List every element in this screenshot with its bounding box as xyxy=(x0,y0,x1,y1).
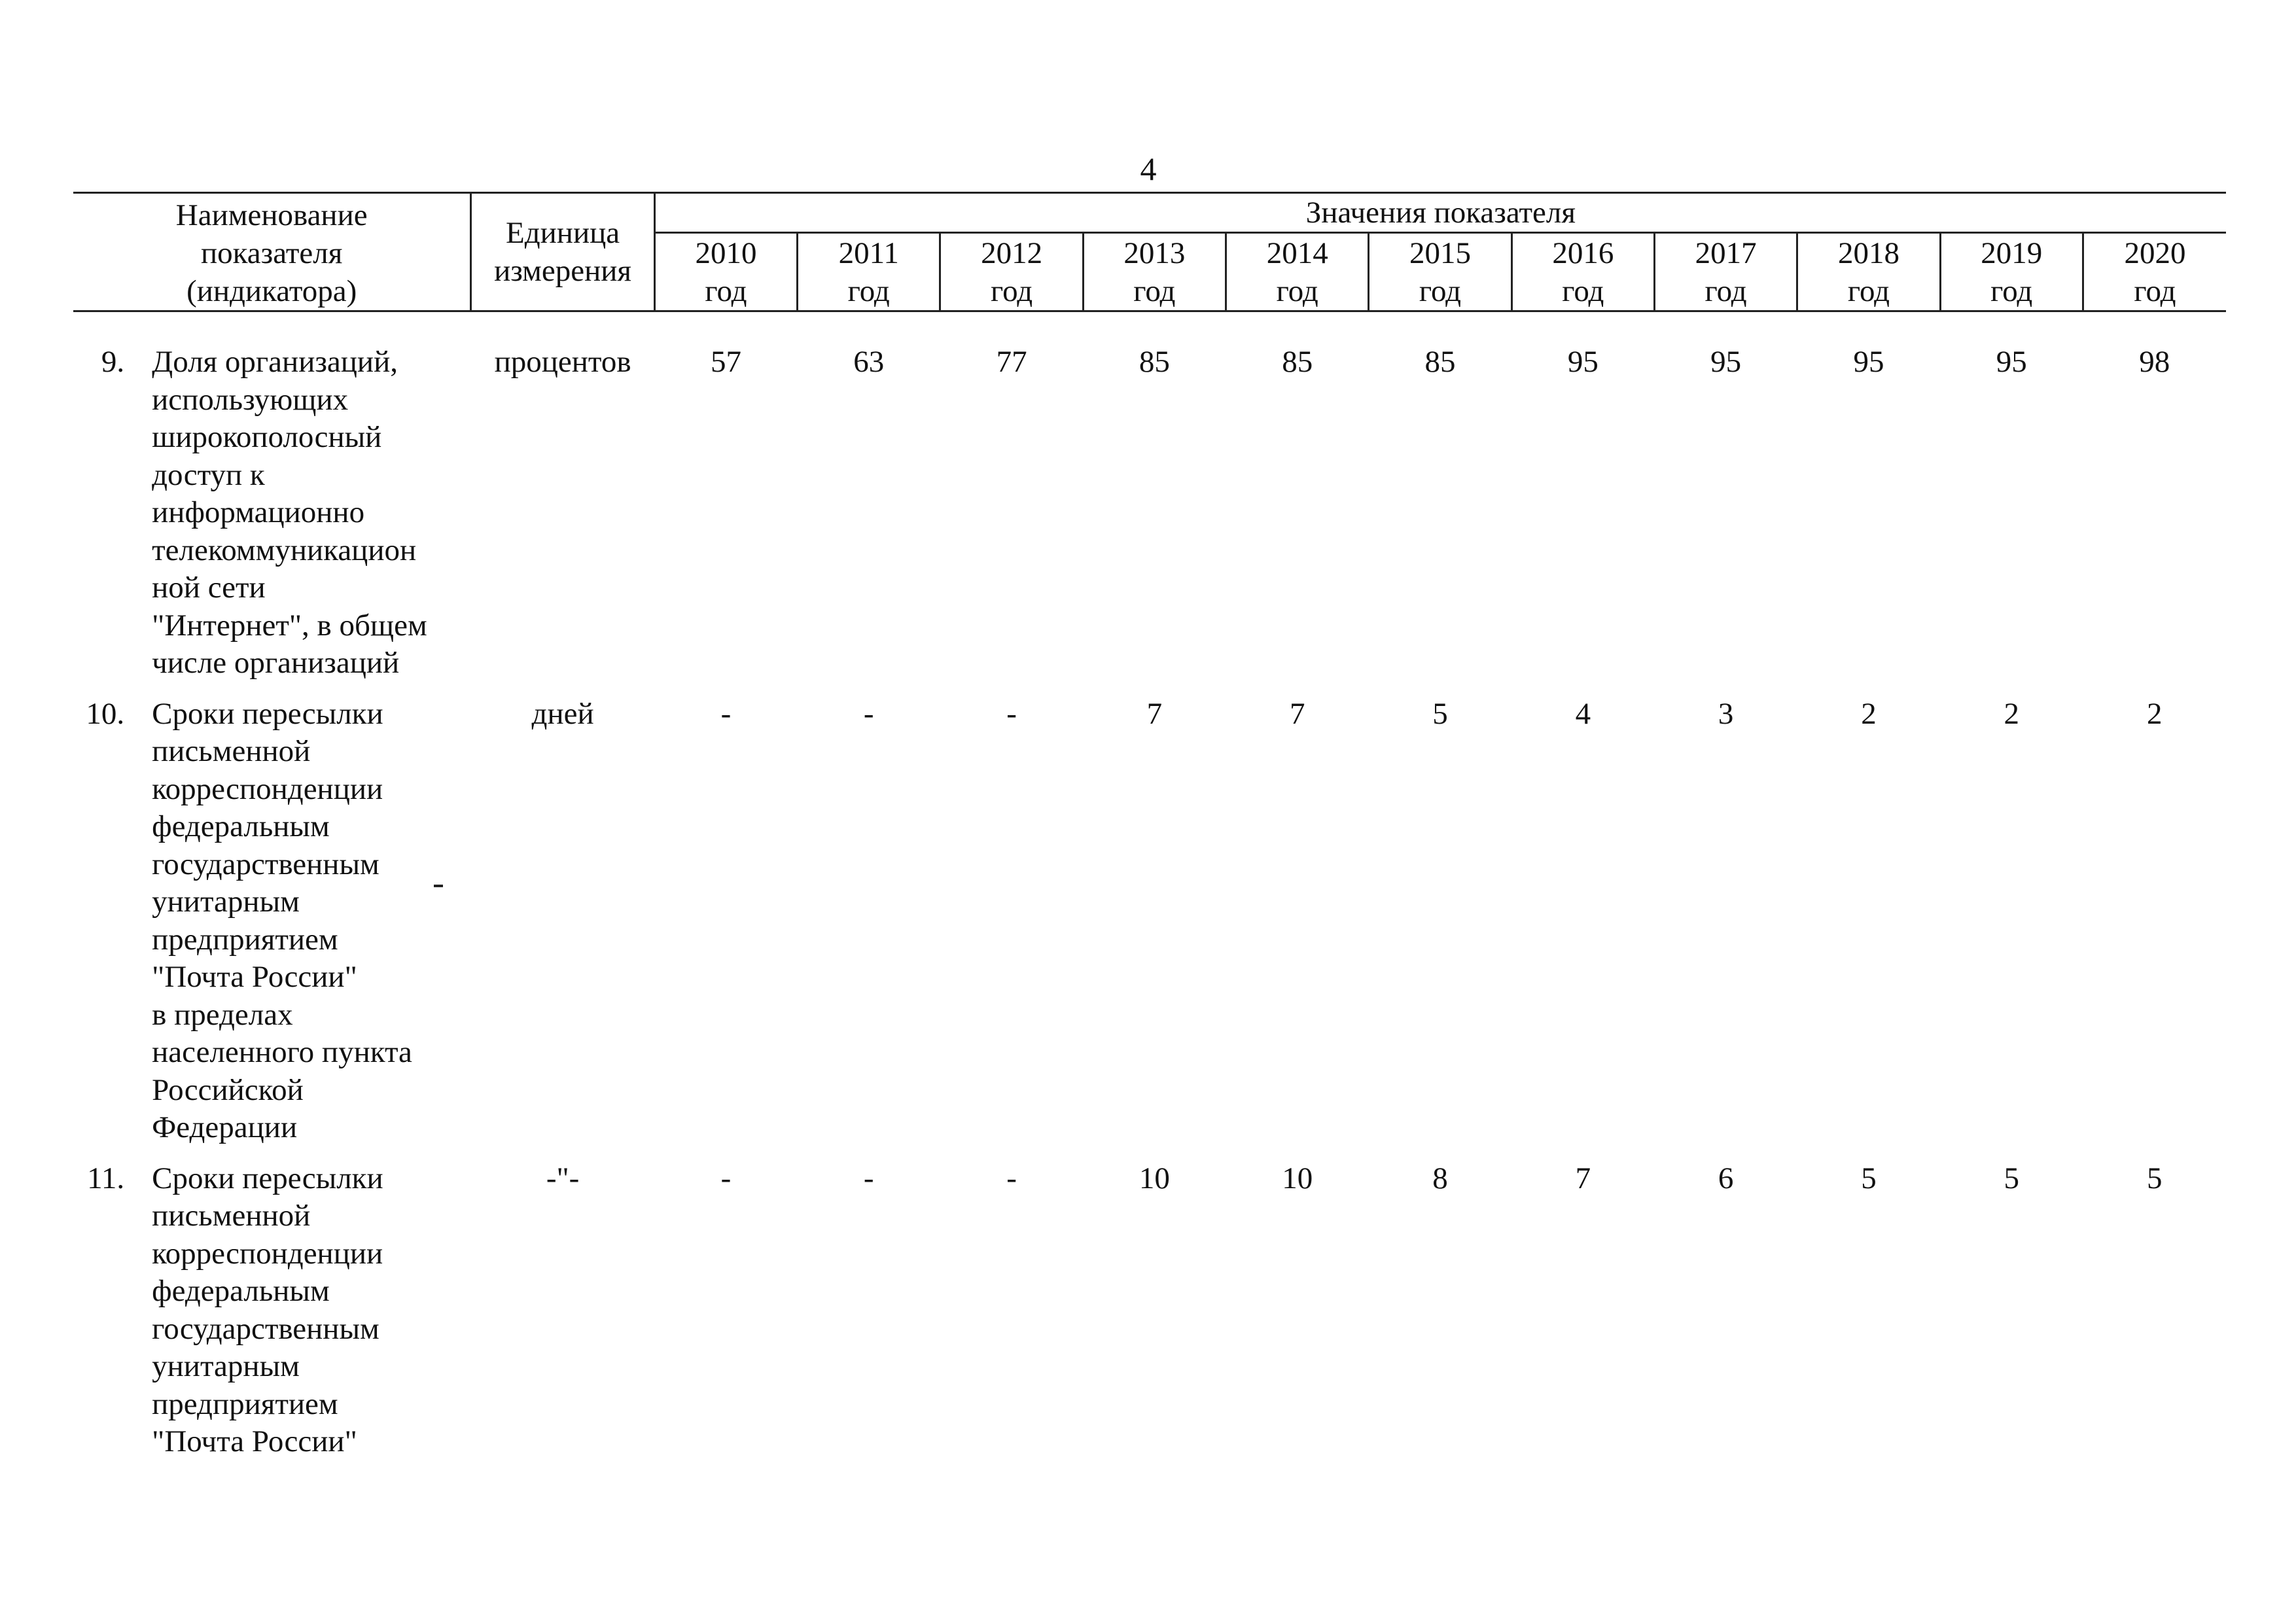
header-year-2018 xyxy=(1797,233,1940,311)
value-2018: 5 xyxy=(1861,1161,1877,1195)
header-year-number: 2017 xyxy=(1695,236,1757,270)
indicator-name-line: Сроки пересылки xyxy=(152,696,383,731)
header-year-word: год xyxy=(847,273,890,308)
value-2013: 7 xyxy=(1146,696,1163,731)
unit-of-measure: дней xyxy=(531,696,594,731)
value-2012: - xyxy=(1006,696,1017,731)
indicator-name-line: "Интернет", в общем xyxy=(152,608,427,643)
header-year-number: 2010 xyxy=(695,236,757,270)
value-2010: - xyxy=(720,696,732,731)
header-year-2015 xyxy=(1369,233,1511,311)
header-year-number: 2012 xyxy=(981,236,1043,270)
header-year-number: 2014 xyxy=(1266,236,1328,270)
table-row xyxy=(73,696,2226,1160)
indicator-name-line: телекоммуникацион xyxy=(152,533,417,567)
header-year-2020 xyxy=(2083,233,2226,311)
table-row xyxy=(73,1160,2226,1474)
stray-mark xyxy=(434,885,443,887)
header-unit-line: Единица xyxy=(506,216,620,250)
table-header xyxy=(73,193,2226,311)
indicator-name-line: ной сети xyxy=(152,571,266,605)
indicators-table-wrapper xyxy=(73,192,2226,1474)
value-2013: 10 xyxy=(1139,1161,1170,1195)
header-year-number: 2019 xyxy=(1981,236,2043,270)
header-year-2013 xyxy=(1083,233,1226,311)
value-2015: 85 xyxy=(1424,345,1456,379)
value-2017: 3 xyxy=(1718,696,1734,731)
indicator-name-line: унитарным xyxy=(152,885,300,919)
value-2016: 4 xyxy=(1575,696,1591,731)
indicator-name-line: предприятием xyxy=(152,1386,338,1421)
header-year-number: 2013 xyxy=(1123,236,1186,270)
header-year-2012 xyxy=(940,233,1083,311)
indicator-name-line: Сроки пересылки xyxy=(152,1161,383,1195)
page-number: 4 xyxy=(1140,150,1157,187)
header-name-line: Наименование xyxy=(175,198,368,232)
header-indicator-values: Значения показателя xyxy=(654,193,2226,233)
indicator-name-line: Доля организаций, xyxy=(152,345,398,379)
indicator-name-line: письменной xyxy=(152,734,311,768)
header-unit xyxy=(471,193,654,311)
value-2020: 5 xyxy=(2146,1161,2163,1195)
indicator-name-line: информационно xyxy=(152,495,365,529)
header-year-2017 xyxy=(1654,233,1797,311)
value-2017: 6 xyxy=(1718,1161,1734,1195)
header-year-number: 2018 xyxy=(1837,236,1899,270)
header-year-2019 xyxy=(1940,233,2083,311)
header-unit-line: измерения xyxy=(494,254,632,288)
indicator-name-line: "Почта России" xyxy=(152,960,357,994)
indicator-name-line: числе организаций xyxy=(152,646,400,680)
header-year-word: год xyxy=(1133,273,1176,308)
value-2013: 85 xyxy=(1139,345,1170,379)
header-year-word: год xyxy=(705,273,747,308)
indicator-name-line: корреспонденции xyxy=(152,1236,383,1271)
indicator-name-line: широкополосный xyxy=(152,420,382,454)
header-year-number: 2016 xyxy=(1552,236,1614,270)
header-year-2016 xyxy=(1511,233,1654,311)
indicator-name-line: письменной xyxy=(152,1199,311,1233)
value-2014: 10 xyxy=(1282,1161,1313,1195)
value-2018: 95 xyxy=(1853,345,1884,379)
value-2020: 2 xyxy=(2146,696,2163,731)
header-year-word: год xyxy=(1419,273,1462,308)
table-body xyxy=(73,311,2226,1474)
value-2016: 7 xyxy=(1575,1161,1591,1195)
value-2015: 5 xyxy=(1432,696,1448,731)
indicator-name-line: государственным xyxy=(152,1311,380,1346)
value-2012: 77 xyxy=(996,345,1027,379)
value-2011: - xyxy=(863,1161,874,1195)
value-2018: 2 xyxy=(1861,696,1877,731)
value-2012: - xyxy=(1006,1161,1017,1195)
header-year-word: год xyxy=(1704,273,1747,308)
unit-of-measure: процентов xyxy=(494,345,631,379)
indicator-name-line: населенного пункта xyxy=(152,1035,412,1069)
value-2017: 95 xyxy=(1710,345,1742,379)
row-number: 11. xyxy=(87,1161,125,1195)
indicator-name-line: доступ к xyxy=(152,457,265,492)
header-year-2014 xyxy=(1226,233,1369,311)
header-year-number: 2015 xyxy=(1409,236,1471,270)
indicator-name-line: предприятием xyxy=(152,922,338,957)
row-number: 10. xyxy=(86,696,125,731)
value-2010: - xyxy=(720,1161,732,1195)
indicator-name-line: в пределах xyxy=(152,997,293,1032)
row-number: 9. xyxy=(101,345,125,379)
value-2011: - xyxy=(863,696,874,731)
header-year-2011 xyxy=(798,233,940,311)
indicator-name-line: корреспонденции xyxy=(152,771,383,806)
header-year-2010 xyxy=(654,233,797,311)
header-year-word: год xyxy=(1847,273,1890,308)
unit-of-measure: -"- xyxy=(546,1161,580,1195)
value-2019: 2 xyxy=(2004,696,2019,731)
value-2019: 95 xyxy=(1996,345,2027,379)
table-row xyxy=(73,344,2226,696)
header-year-word: год xyxy=(1562,273,1604,308)
value-2015: 8 xyxy=(1432,1161,1448,1195)
value-2010: 57 xyxy=(710,345,741,379)
indicator-name xyxy=(139,344,471,696)
indicator-name-line: федеральным xyxy=(152,809,330,843)
value-2014: 85 xyxy=(1282,345,1313,379)
header-name-line: (индикатора) xyxy=(186,274,357,308)
value-2020: 98 xyxy=(2139,345,2170,379)
header-year-word: год xyxy=(2134,273,2176,308)
indicator-name-line: федеральным xyxy=(152,1274,330,1308)
header-year-number: 2020 xyxy=(2124,236,2186,270)
indicator-name xyxy=(139,696,471,1160)
value-2014: 7 xyxy=(1289,696,1305,731)
header-name-line: показателя xyxy=(201,236,343,270)
value-2019: 5 xyxy=(2004,1161,2019,1195)
value-2011: 63 xyxy=(853,345,885,379)
header-year-word: год xyxy=(1276,273,1318,308)
header-year-number: 2011 xyxy=(838,236,899,270)
header-spacer xyxy=(73,311,2226,344)
indicator-name-line: государственным xyxy=(152,847,380,881)
indicator-name-line: Российской xyxy=(152,1072,304,1107)
indicator-name-line: Федерации xyxy=(152,1110,298,1144)
header-year-word: год xyxy=(1990,273,2033,308)
header-year-word: год xyxy=(990,273,1033,308)
indicator-name xyxy=(139,1160,471,1474)
indicator-name-line: "Почта России" xyxy=(152,1424,357,1458)
header-indicator-name xyxy=(73,193,471,311)
value-2016: 95 xyxy=(1567,345,1598,379)
indicator-name-line: унитарным xyxy=(152,1349,300,1383)
indicators-table xyxy=(73,192,2226,1474)
indicator-name-line: использующих xyxy=(152,382,349,417)
